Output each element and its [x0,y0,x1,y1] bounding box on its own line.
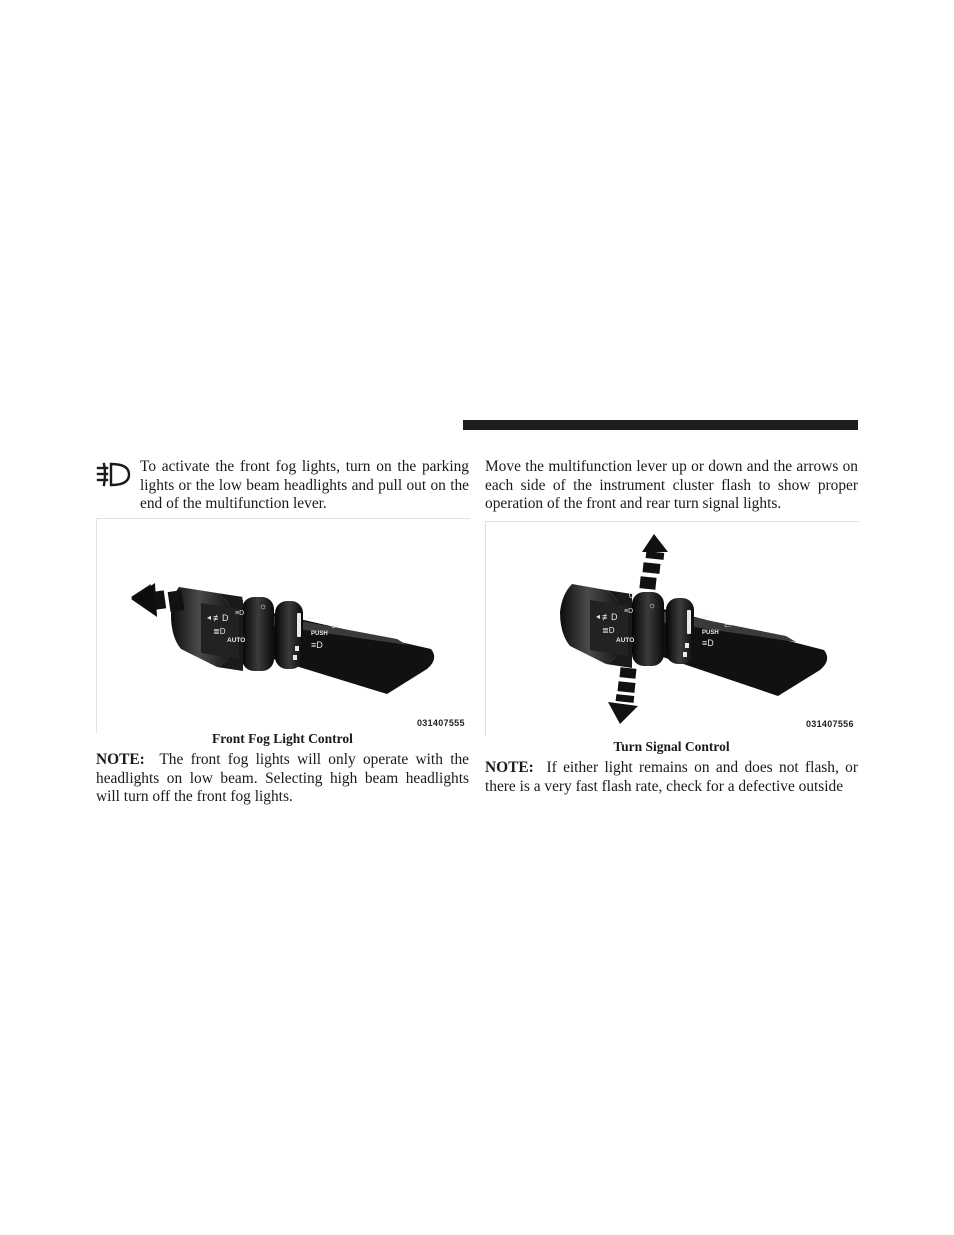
svg-text:◂: ◂ [207,613,212,622]
svg-text:≡D: ≡D [311,640,323,650]
svg-text:≣D: ≣D [213,627,226,636]
svg-text:0: 0 [629,591,634,600]
lever-illustration [486,522,859,736]
push-label: PUSH [702,630,719,636]
section-header-bar [463,420,858,430]
figure-caption: Front Fog Light Control [212,731,353,746]
svg-text:⇦: ⇦ [724,621,731,630]
fog-light-instructions: To activate the front fog lights, turn on the parking lights or the low beam headlights and pull out on the end of the multifunction lever. [140,458,469,513]
auto-label: AUTO [616,637,635,644]
fog-light-note [96,751,469,807]
turn-signal-note [485,759,858,796]
svg-text:≢D: ≢D [213,613,229,623]
svg-text:⇦: ⇦ [307,613,315,623]
auto-label: AUTO [227,637,246,644]
svg-text:≡D: ≡D [624,608,634,615]
figure-id: 031407556 [806,719,854,729]
svg-text:⇦: ⇦ [702,612,710,622]
lever-illustration [97,519,470,733]
svg-text:≡D: ≡D [235,610,245,617]
front-fog-light-figure [96,518,470,733]
figure-id: 031407555 [417,718,465,728]
note-text: The front fog lights will only operate with the headlights on low beam. Selecting high beam headlights will turn off the front fog lights. [96,751,469,806]
push-label: PUSH [311,631,328,637]
svg-text:≣D: ≣D [602,626,615,635]
turn-signal-figure [485,521,859,736]
figure-caption: Turn Signal Control [613,739,730,754]
svg-text:◂: ◂ [596,612,601,621]
front-fog-light-icon [96,462,132,488]
note-label: NOTE: [96,751,145,768]
note-label: NOTE: [485,759,534,776]
svg-text:0: 0 [242,594,247,603]
svg-text:☼: ☼ [648,600,657,610]
down-arrow-icon [608,667,638,724]
svg-text:⇦: ⇦ [331,622,338,631]
turn-signal-instructions: Move the multifunction lever up or down and the arrows on each side of the instrument cluster flash to show proper operation of the front and rear turn signal lights. [485,458,858,513]
svg-text:≡D: ≡D [702,638,714,648]
note-text: If either light remains on and does not flash, or there is a very fast flash rate, check for a defective outside [485,759,858,795]
svg-text:≢D: ≢D [602,612,618,622]
svg-text:☼: ☼ [259,601,268,611]
up-arrow-icon [639,534,668,590]
